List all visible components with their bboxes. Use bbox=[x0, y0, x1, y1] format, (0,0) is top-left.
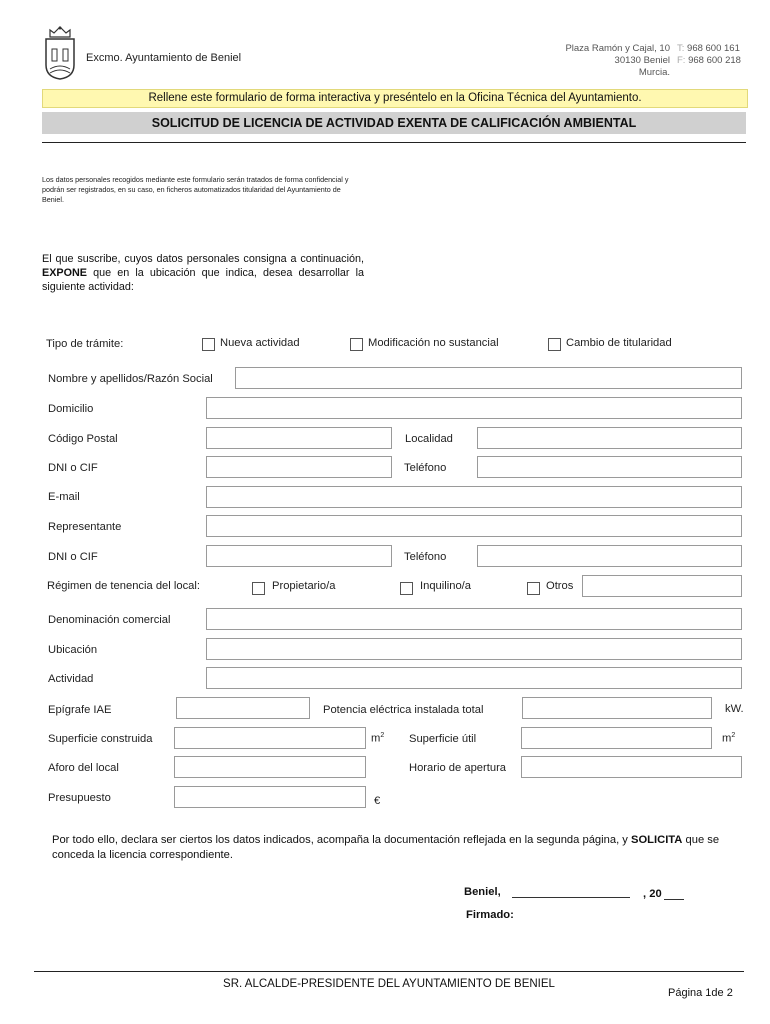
superficie-util-label: Superficie útil bbox=[409, 733, 477, 745]
divider bbox=[42, 142, 746, 143]
option-cambio-titularidad: Cambio de titularidad bbox=[566, 337, 672, 349]
localidad-label: Localidad bbox=[405, 433, 453, 445]
signature-year: , 20 bbox=[643, 888, 662, 900]
checkbox-inquilino[interactable] bbox=[400, 582, 413, 595]
date-line[interactable] bbox=[512, 897, 630, 898]
dni-representante-input[interactable] bbox=[206, 545, 392, 567]
telefono-representante-input[interactable] bbox=[477, 545, 742, 567]
otros-input[interactable] bbox=[582, 575, 742, 597]
localidad-input[interactable] bbox=[477, 427, 742, 449]
option-modificacion: Modificación no sustancial bbox=[368, 337, 499, 349]
kw-unit: kW. bbox=[725, 703, 744, 715]
email-label: E-mail bbox=[48, 491, 80, 503]
domicilio-label: Domicilio bbox=[48, 403, 94, 415]
horario-input[interactable] bbox=[521, 756, 742, 778]
footer-recipient: SR. ALCALDE-PRESIDENTE DEL AYUNTAMIENTO DE BENIEL bbox=[223, 978, 555, 990]
organization-name: Excmo. Ayuntamiento de Beniel bbox=[86, 52, 242, 64]
privacy-notice: Los datos personales recogidos mediante este formulario serán tratados de forma confidencial y podrán ser registrados, en su caso, en ficheros automatizados titularidad del Ayuntamiento de Beniel. bbox=[42, 175, 349, 204]
intro-paragraph: El que suscribe, cuyos datos personales consigna a continuación, EXPONE que en la ubicación que indica, desea desarrollar la siguiente actividad: bbox=[42, 253, 365, 293]
email-input[interactable] bbox=[206, 486, 742, 508]
year-line[interactable] bbox=[664, 899, 684, 900]
signature-signed: Firmado: bbox=[466, 909, 514, 921]
checkbox-cambio-titularidad[interactable] bbox=[548, 338, 561, 351]
checkbox-modificacion[interactable] bbox=[350, 338, 363, 351]
domicilio-input[interactable] bbox=[206, 397, 742, 419]
checkbox-otros[interactable] bbox=[527, 582, 540, 595]
superficie-construida-input[interactable] bbox=[174, 727, 366, 749]
representante-label: Representante bbox=[48, 521, 122, 533]
superficie-util-input[interactable] bbox=[521, 727, 712, 749]
option-inquilino: Inquilino/a bbox=[420, 580, 472, 592]
nombre-input[interactable] bbox=[235, 367, 742, 389]
aforo-input[interactable] bbox=[174, 756, 366, 778]
epigrafe-input[interactable] bbox=[176, 697, 310, 719]
telefono-representante-label: Teléfono bbox=[404, 551, 447, 563]
presupuesto-label: Presupuesto bbox=[48, 792, 111, 804]
telefono-input[interactable] bbox=[477, 456, 742, 478]
horario-label: Horario de apertura bbox=[409, 762, 507, 774]
checkbox-nueva-actividad[interactable] bbox=[202, 338, 215, 351]
codigo-postal-label: Código Postal bbox=[48, 433, 118, 445]
ubicacion-input[interactable] bbox=[206, 638, 742, 660]
instructions-banner: Rellene este formulario de forma interactiva y preséntelo en la Oficina Técnica del Ayuntamiento. bbox=[42, 89, 748, 108]
form-title: SOLICITUD DE LICENCIA DE ACTIVIDAD EXENTA DE CALIFICACIÓN AMBIENTAL bbox=[42, 112, 746, 134]
dni-label: DNI o CIF bbox=[48, 462, 98, 474]
m2-unit-util: $m^2$ bbox=[722, 732, 736, 745]
signature-place: Beniel, bbox=[464, 886, 501, 898]
epigrafe-label: Epígrafe IAE bbox=[48, 704, 112, 716]
representante-input[interactable] bbox=[206, 515, 742, 537]
actividad-label: Actividad bbox=[48, 673, 94, 685]
potencia-input[interactable] bbox=[522, 697, 712, 719]
tramite-label: Tipo de trámite: bbox=[46, 338, 124, 350]
superficie-construida-label: Superficie construida bbox=[48, 733, 153, 745]
denominacion-label: Denominación comercial bbox=[48, 614, 171, 626]
coat-of-arms-icon bbox=[42, 25, 78, 81]
option-otros: Otros bbox=[546, 580, 574, 592]
codigo-postal-input[interactable] bbox=[206, 427, 392, 449]
presupuesto-input[interactable] bbox=[174, 786, 366, 808]
aforo-label: Aforo del local bbox=[48, 762, 119, 774]
contact-phones: T: 968 600 161 F: 968 600 218 bbox=[677, 43, 741, 66]
euro-unit: € bbox=[374, 795, 381, 807]
potencia-label: Potencia eléctrica instalada total bbox=[323, 704, 484, 716]
m2-unit-construida: $m^2$ bbox=[371, 732, 385, 745]
option-nueva-actividad: Nueva actividad bbox=[220, 337, 300, 349]
regimen-label: Régimen de tenencia del local: bbox=[47, 580, 200, 592]
ubicacion-label: Ubicación bbox=[48, 644, 98, 656]
checkbox-propietario[interactable] bbox=[252, 582, 265, 595]
denominacion-input[interactable] bbox=[206, 608, 742, 630]
address: Plaza Ramón y Cajal, 10 30130 Beniel Murcia. bbox=[565, 43, 670, 78]
closing-paragraph: Por todo ello, declara ser ciertos los datos indicados, acompaña la documentación reflejada en la segunda página, y SOLICITA que se conceda la licencia correspondiente. bbox=[52, 834, 720, 861]
dni-input[interactable] bbox=[206, 456, 392, 478]
page-number: Página 1de 2 bbox=[668, 987, 733, 999]
nombre-label: Nombre y apellidos/Razón Social bbox=[48, 373, 213, 385]
actividad-input[interactable] bbox=[206, 667, 742, 689]
footer-divider bbox=[34, 971, 744, 972]
dni-representante-label: DNI o CIF bbox=[48, 551, 98, 563]
option-propietario: Propietario/a bbox=[272, 580, 336, 592]
telefono-label: Teléfono bbox=[404, 462, 447, 474]
